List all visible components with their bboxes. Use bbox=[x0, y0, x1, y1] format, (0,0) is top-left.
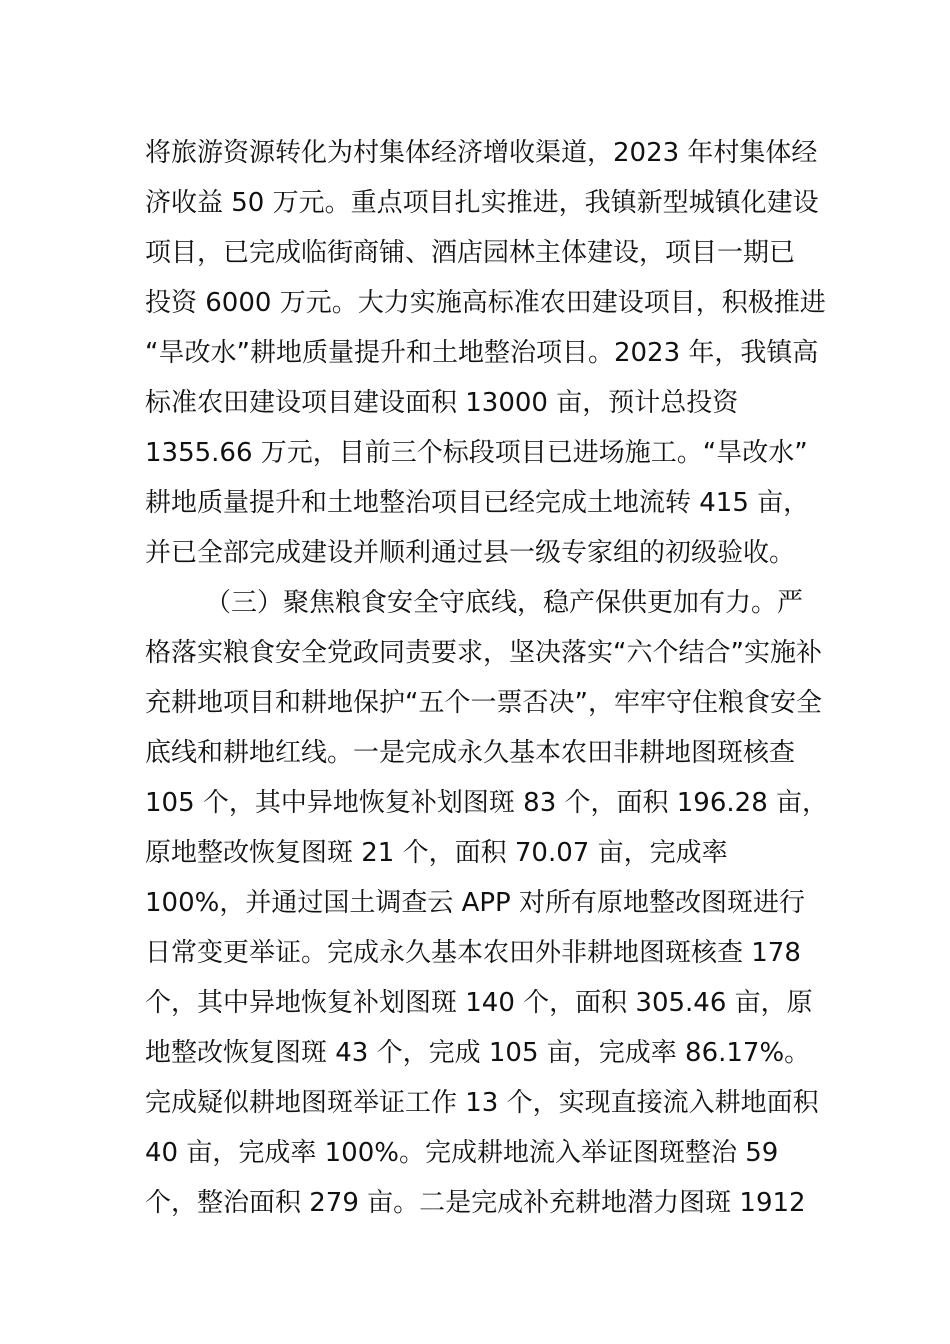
text-line: 40 亩，完成率 100%。完成耕地流入举证图斑整治 59 bbox=[145, 1138, 779, 1168]
text-line: 地整改恢复图斑 43 个，完成 105 亩，完成率 86.17%。 bbox=[145, 1038, 811, 1068]
text-line: 并已全部完成建设并顺利通过县一级专家组的初级验收。 bbox=[145, 538, 796, 568]
text-line: 1355.66 万元，目前三个标段项目已进场施工。“旱改水” bbox=[145, 438, 808, 468]
text-line: “旱改水”耕地质量提升和土地整治项目。2023 年，我镇高 bbox=[145, 338, 819, 368]
text-line: 济收益 50 万元。重点项目扎实推进，我镇新型城镇化建设 bbox=[145, 188, 819, 218]
text-line: 充耕地项目和耕地保护“五个一票否决”，牢牢守住粮食安全 bbox=[145, 688, 822, 718]
text-line: 项目，已完成临街商铺、酒店园林主体建设，项目一期已 bbox=[145, 238, 796, 268]
text-line: 底线和耕地红线。一是完成永久基本农田非耕地图斑核查 bbox=[145, 738, 796, 768]
text-line: 完成疑似耕地图斑举证工作 13 个，实现直接流入耕地面积 bbox=[145, 1088, 819, 1118]
text-line: 耕地质量提升和土地整治项目已经完成土地流转 415 亩， bbox=[145, 488, 810, 518]
text-line: 投资 6000 万元。大力实施高标准农田建设项目，积极推进 bbox=[145, 288, 826, 318]
text-line: 个，整治面积 279 亩。二是完成补充耕地潜力图斑 1912 bbox=[145, 1188, 806, 1218]
text-line: 105 个，其中异地恢复补划图斑 83 个，面积 196.28 亩， bbox=[145, 788, 829, 818]
text-line: 100%，并通过国土调查云 APP 对所有原地整改图斑进行 bbox=[145, 888, 806, 918]
body-text bbox=[145, 128, 829, 1228]
text-line: 标准农田建设项目建设面积 13000 亩，预计总投资 bbox=[145, 388, 739, 418]
text-line: 将旅游资源转化为村集体经济增收渠道，2023 年村集体经 bbox=[145, 138, 818, 168]
section-heading-line: （三）聚焦粮食安全守底线，稳产保供更加有力。严 bbox=[205, 588, 804, 618]
text-line: 原地整改恢复图斑 21 个，面积 70.07 亩，完成率 bbox=[145, 838, 728, 868]
text-line: 格落实粮食安全党政同责要求，坚决落实“六个结合”实施补 bbox=[145, 638, 822, 668]
text-line: 个，其中异地恢复补划图斑 140 个，面积 305.46 亩，原 bbox=[145, 988, 813, 1018]
text-line: 日常变更举证。完成永久基本农田外非耕地图斑核查 178 bbox=[145, 938, 801, 968]
